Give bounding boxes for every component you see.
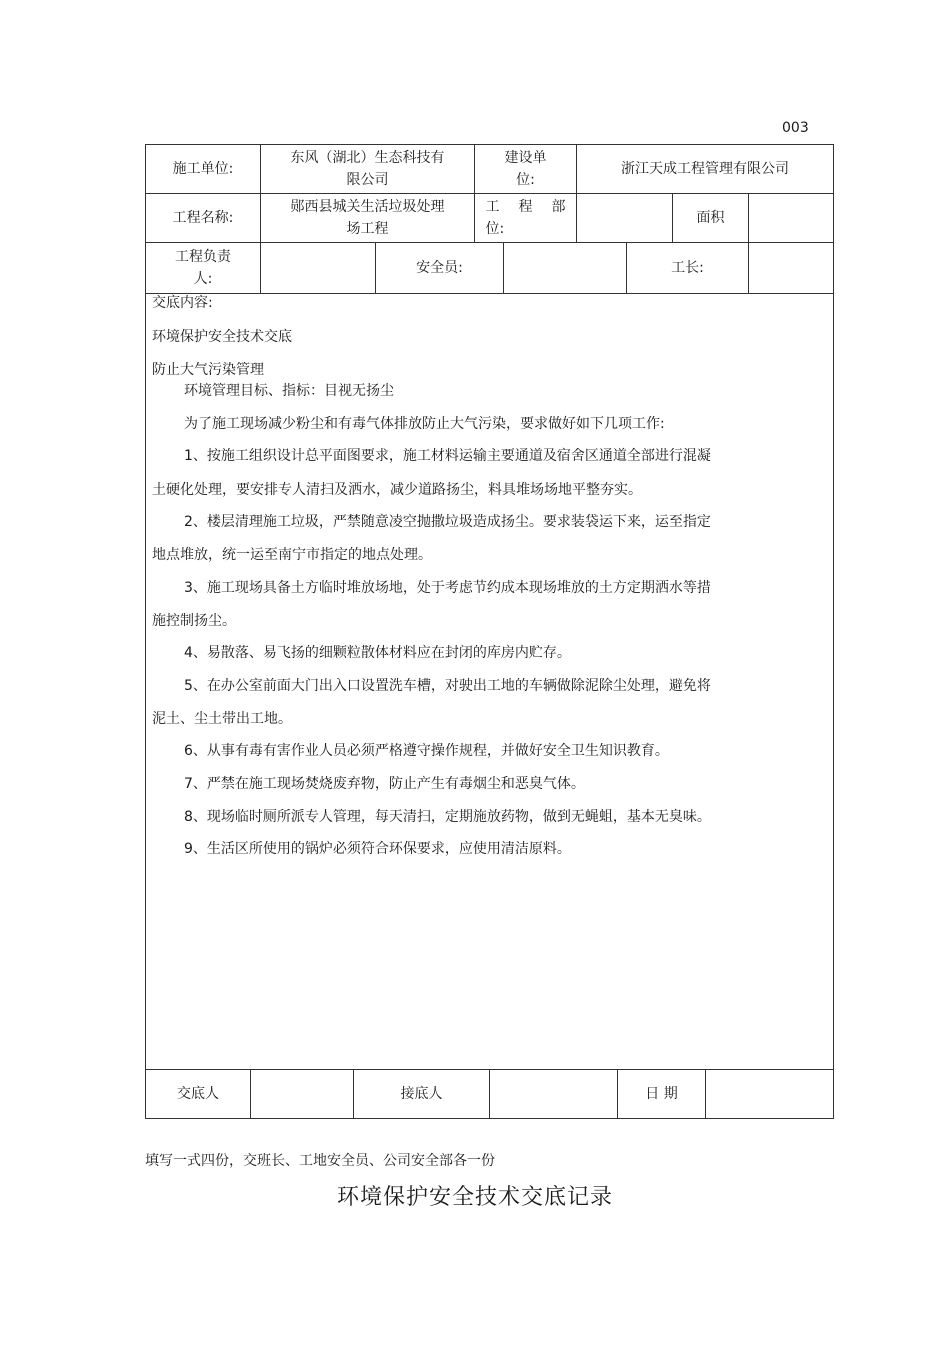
list-item: 4、易散落、易飞扬的细颗粒散体材料应在封闭的库房内贮存。 <box>184 645 571 661</box>
list-item-continuation: 土硬化处理，要安排专人清扫及洒水，减少道路扬尘，料具堆场场地平整夯实。 <box>152 482 642 498</box>
construction-unit-label: 施工单位: <box>172 161 234 177</box>
list-item: 6、从事有毒有害作业人员必须严格遵守操作规程，并做好安全卫生知识教育。 <box>184 743 669 759</box>
builder-unit-label: 建设单 位: <box>504 150 547 188</box>
foreman-label: 工长: <box>671 260 704 276</box>
list-item: 2、楼层清理施工垃圾，严禁随意凌空抛撒垃圾造成扬尘。要求装袋运下来，运至指定 <box>184 514 711 530</box>
document-title: 环境保护安全技术交底记录 <box>336 1185 613 1210</box>
project-name-label: 工程名称: <box>172 210 234 226</box>
date-label: 日 期 <box>645 1086 678 1102</box>
safety-officer-label: 安全员: <box>416 260 463 276</box>
list-item: 8、现场临时厕所派专人管理，每天清扫，定期施放药物，做到无蝇蛆，基本无臭味。 <box>184 809 711 825</box>
project-leader-value <box>261 243 375 293</box>
safety-officer-value <box>504 243 626 293</box>
receiver-label: 接底人 <box>400 1086 443 1102</box>
row-divider <box>145 293 834 294</box>
content-title: 环境保护安全技术交底 <box>152 329 292 345</box>
project-leader-label: 工程负责 人: <box>175 249 231 287</box>
list-item-continuation: 地点堆放，统一运至南宁市指定的地点处理。 <box>152 547 432 563</box>
content-subtitle: 防止大气污染管理 <box>152 362 264 378</box>
list-item: 1、按施工组织设计总平面图要求，施工材料运输主要通道及宿舍区通道全部进行混凝 <box>184 448 711 464</box>
list-item-continuation: 泥土、尘土带出工地。 <box>152 711 292 727</box>
list-item: 7、严禁在施工现场焚烧废弃物，防止产生有毒烟尘和恶臭气体。 <box>184 776 585 792</box>
construction-unit-value: 东风（湖北）生态科技有 限公司 <box>290 150 445 188</box>
list-item: 5、在办公室前面大门出入口设置洗车槽，对驶出工地的车辆做除泥除尘处理，避免将 <box>184 678 711 694</box>
project-part-label: 工 程 部 位: <box>485 199 566 237</box>
date-value <box>706 1070 833 1118</box>
receiver-signature <box>490 1070 617 1118</box>
document-number: 003 <box>782 120 809 136</box>
footer-note: 填写一式四份，交班长、工地安全员、公司安全部各一份 <box>145 1153 495 1169</box>
area-label: 面积 <box>696 210 725 226</box>
list-item: 3、施工现场具备土方临时堆放场地，处于考虑节约成本现场堆放的土方定期洒水等措 <box>184 580 711 596</box>
foreman-value <box>749 243 833 293</box>
list-item-continuation: 施控制扬尘。 <box>152 613 236 629</box>
area-value <box>749 194 833 242</box>
content-heading: 交底内容: <box>152 295 213 311</box>
discloser-label: 交底人 <box>177 1086 219 1102</box>
project-part-value <box>577 194 672 242</box>
discloser-signature <box>251 1070 353 1118</box>
list-item: 9、生活区所使用的锅炉必须符合环保要求，应使用清洁原料。 <box>184 841 571 857</box>
content-intro: 为了施工现场减少粉尘和有毒气体排放防止大气污染，要求做好如下几项工作: <box>184 416 665 432</box>
builder-unit-value: 浙江天成工程管理有限公司 <box>621 161 789 177</box>
project-name-value: 郧西县城关生活垃圾处理 场工程 <box>290 199 445 237</box>
content-goal: 环境管理目标、指标：目视无扬尘 <box>184 383 394 399</box>
